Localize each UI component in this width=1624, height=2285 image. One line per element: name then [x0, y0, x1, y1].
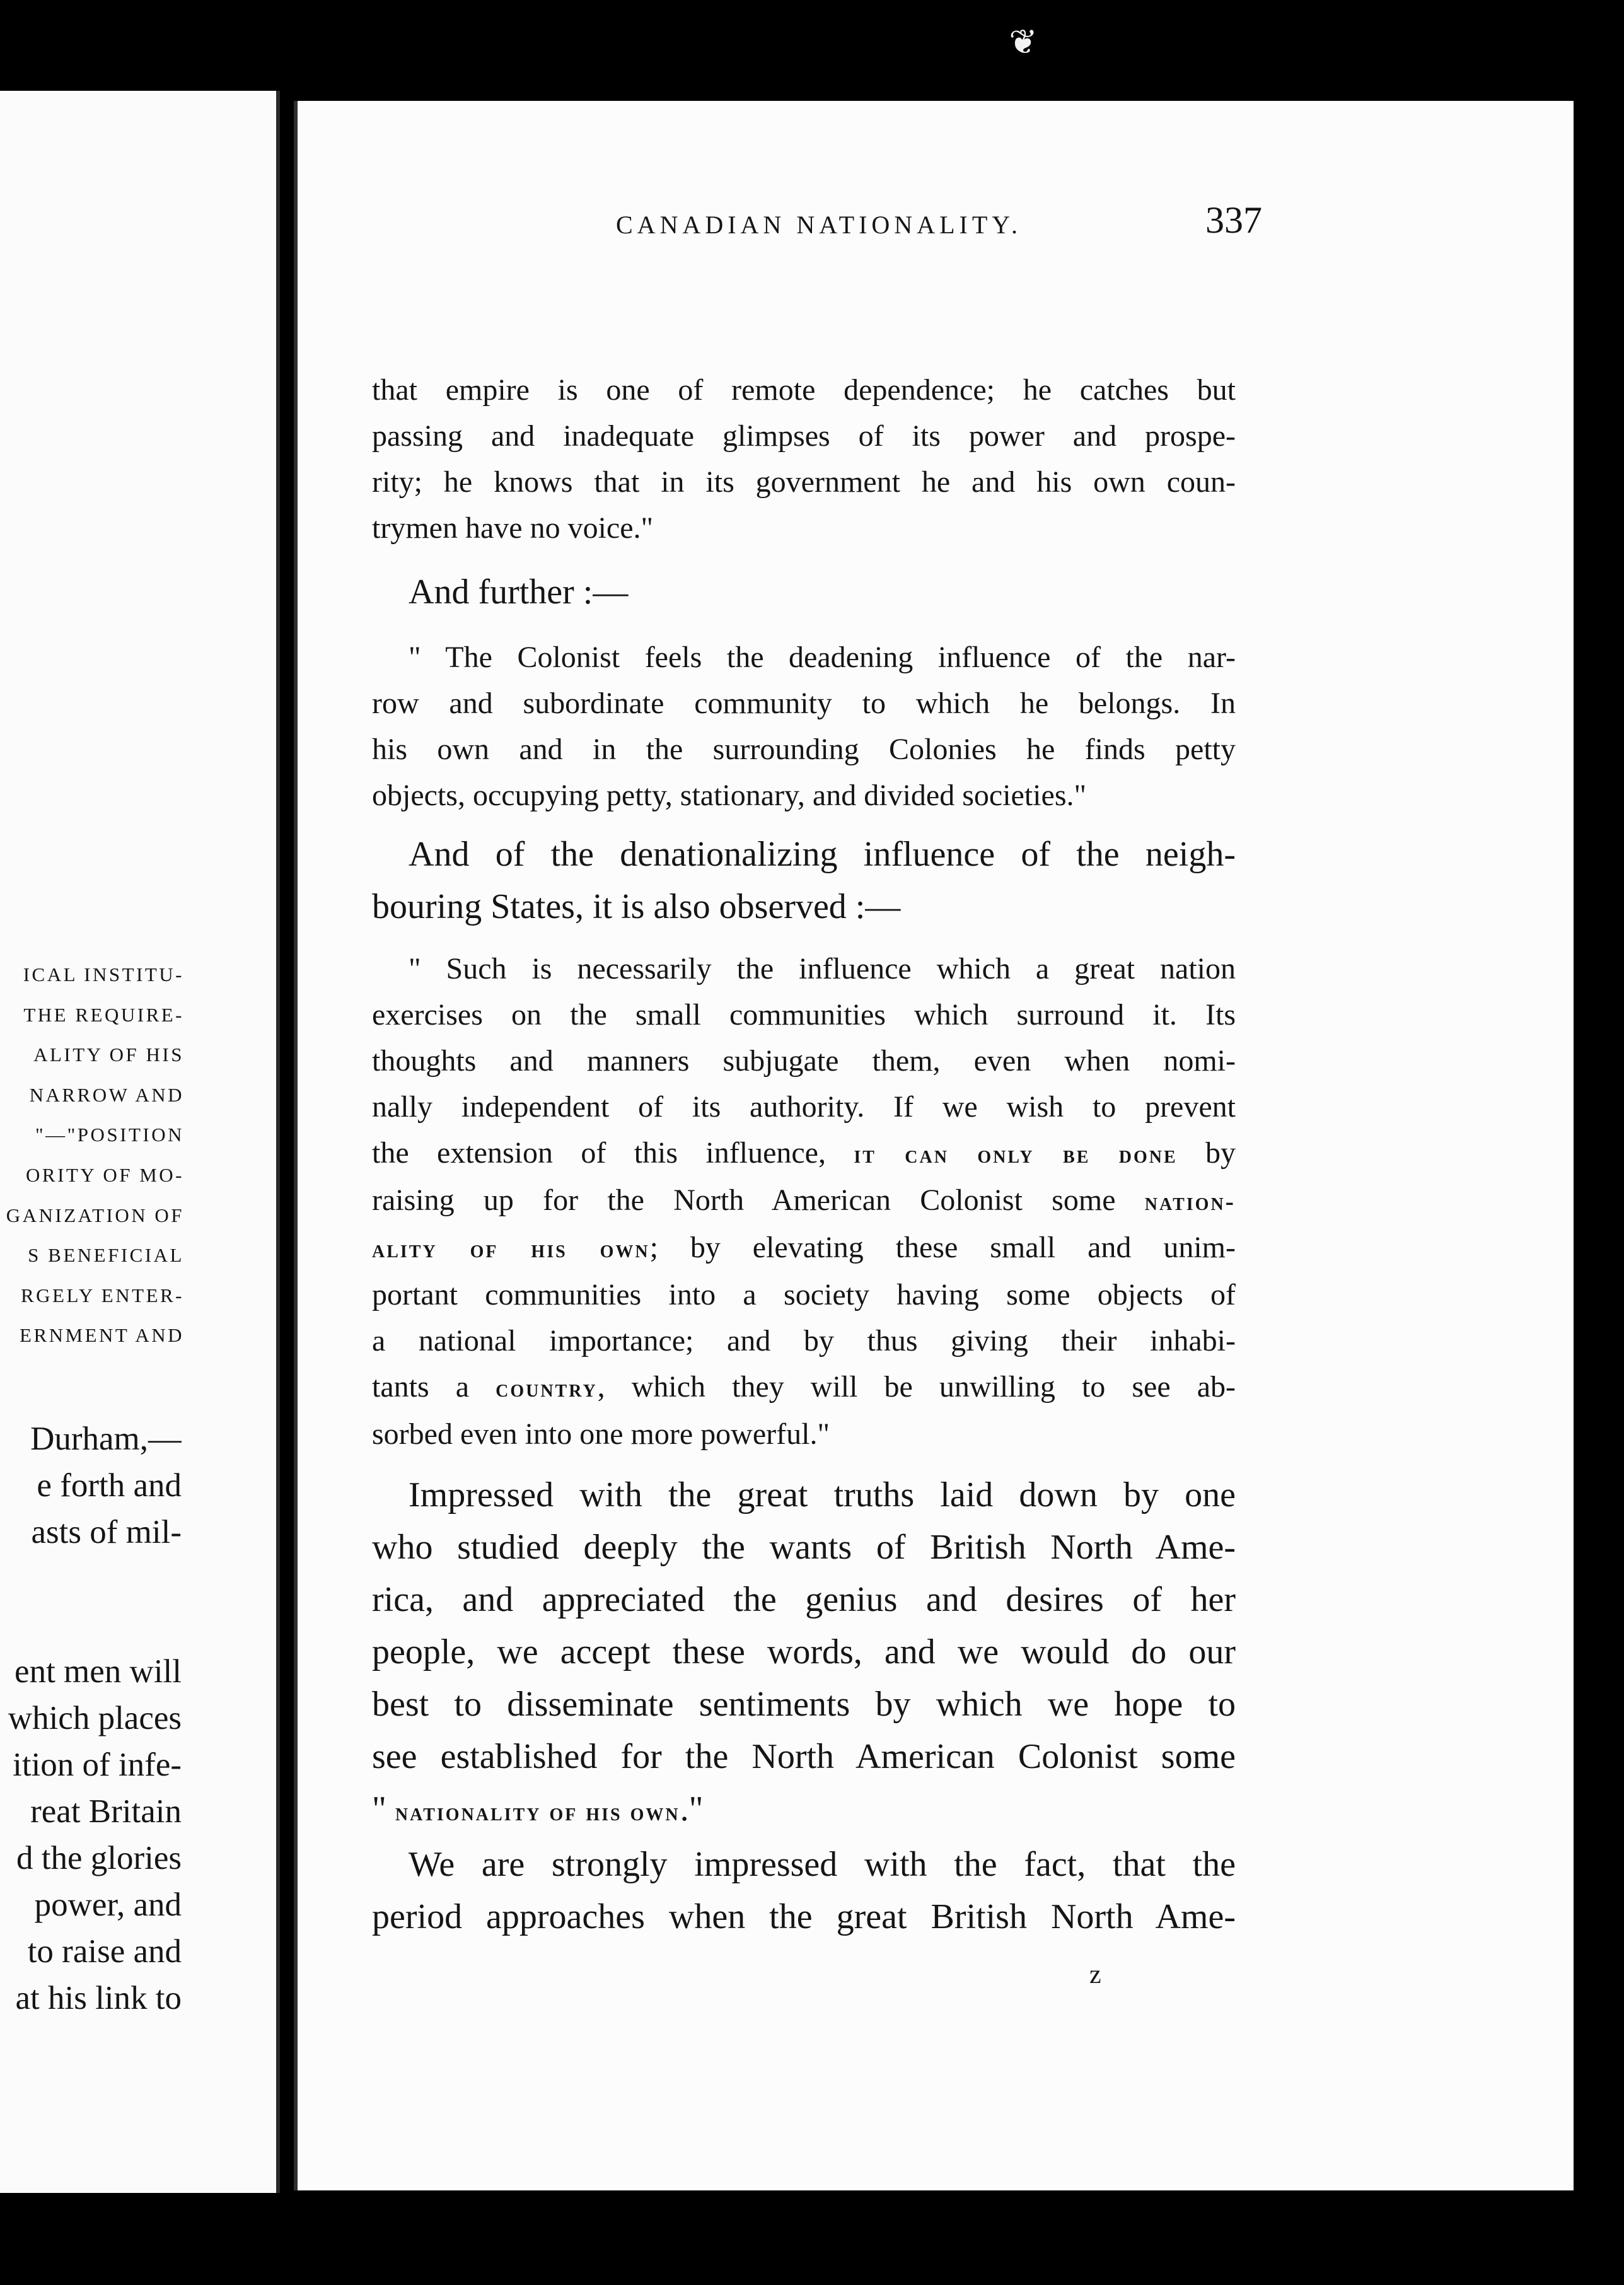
running-header — [323, 199, 1262, 249]
margin-note-line: "—"POSITION — [35, 1124, 184, 1146]
margin-note-line: GANIZATION OF — [6, 1204, 184, 1226]
quote-text: the extension of this influence, — [372, 1136, 826, 1170]
quote-line: row and subordinate community to which he belongs. In — [372, 687, 1236, 720]
margin-note-line: S BENEFICIAL — [28, 1244, 184, 1267]
and-further-line — [372, 566, 1236, 619]
left-margin-note — [0, 955, 184, 1356]
quote-block-1 — [372, 367, 1236, 551]
left-text-line: which places — [8, 1700, 182, 1736]
page-number: 337 — [1205, 199, 1262, 241]
left-page — [0, 91, 280, 2193]
quote-line — [372, 1364, 1236, 1411]
small-caps-emphasis: nation- — [1144, 1187, 1236, 1216]
body-line: And further :— — [409, 573, 629, 612]
quote-line: rity; he knows that in its government he and his own coun- — [372, 465, 1236, 499]
margin-note-line: RGELY ENTER- — [20, 1284, 184, 1306]
quote-line: trymen have no voice." — [372, 511, 654, 545]
small-caps-emphasis: it can only be done — [854, 1140, 1178, 1168]
left-text-line: to raise and — [27, 1933, 182, 1970]
quote-line: portant communities into a society having some objects of — [372, 1278, 1236, 1311]
margin-note-line: ERNMENT AND — [20, 1324, 184, 1347]
quote-line: that empire is one of remote dependence; he catches but — [372, 373, 1236, 407]
quote-line: " Such is necessarily the influence which a great nation — [409, 952, 1236, 986]
left-text-line: d the glories — [16, 1840, 182, 1876]
body-line: bouring States, it is also observed :— — [372, 887, 901, 926]
left-text-block-1 — [0, 1416, 182, 1555]
left-text-line: power, and — [34, 1887, 182, 1923]
margin-note-line: ICAL INSTITU- — [23, 963, 184, 986]
quote-line: thoughts and manners subjugate them, even when nomi- — [372, 1044, 1236, 1078]
small-caps-emphasis: country — [496, 1374, 598, 1402]
small-caps-emphasis: ality of his own — [372, 1235, 650, 1263]
quote-block-2 — [372, 634, 1236, 818]
body-line: see established for the North American Colonist some — [372, 1737, 1236, 1776]
quote-line: nally independent of its authority. If we wish to prevent — [372, 1090, 1236, 1124]
body-line: Impressed with the great truths laid down by one — [409, 1475, 1236, 1515]
quote-line: objects, occupying petty, stationary, and divided societies." — [372, 779, 1087, 812]
margin-note-line: NARROW AND — [29, 1083, 184, 1106]
body-line: people, we accept these words, and we would do our — [372, 1632, 1236, 1672]
small-caps-emphasis: nationality of his own — [395, 1798, 680, 1826]
quote-line — [372, 1130, 1236, 1177]
body-line: best to disseminate sentiments by which we hope to — [372, 1685, 1236, 1724]
quote-block-3 — [372, 946, 1236, 1457]
left-text-line: Durham,— — [30, 1421, 182, 1457]
body-text: " — [372, 1789, 386, 1829]
paragraph-1 — [372, 829, 1236, 933]
signature-mark: z — [1089, 1960, 1101, 1989]
paragraph-2 — [372, 1469, 1236, 1838]
body-line — [372, 1783, 1236, 1838]
body-line: We are strongly impressed with the fact, that the — [409, 1845, 1236, 1884]
left-text-line: at his link to — [15, 1980, 182, 2016]
body-line: period approaches when the great British North Ame- — [372, 1897, 1236, 1936]
left-text-line: reat Britain — [30, 1793, 182, 1830]
margin-note-line: ALITY OF HIS — [33, 1044, 184, 1066]
quote-line: sorbed even into one more powerful." — [372, 1417, 830, 1451]
quote-line: exercises on the small communities which surround it. Its — [372, 998, 1236, 1032]
quote-text: raising up for the North American Colonist some — [372, 1183, 1116, 1217]
left-text-line: ition of infe- — [13, 1747, 182, 1783]
quote-text: tants a — [372, 1370, 470, 1404]
body-line: who studied deeply the wants of British North Ame- — [372, 1528, 1236, 1567]
quote-line: a national importance; and by thus giving their inhabi- — [372, 1324, 1236, 1358]
body-line: And of the denationalizing influence of the neigh- — [409, 835, 1236, 874]
quote-line — [372, 1224, 1236, 1272]
margin-note-line: THE REQUIRE- — [23, 1003, 184, 1026]
paragraph-3 — [372, 1839, 1236, 1943]
body-text: ." — [680, 1789, 704, 1829]
left-text-line: e forth and — [37, 1467, 182, 1504]
left-text-line: asts of mil- — [31, 1514, 182, 1550]
quote-line — [372, 1177, 1236, 1224]
quote-line: passing and inadequate glimpses of its power and prospe- — [372, 419, 1236, 453]
margin-note-line: ORITY OF MO- — [26, 1163, 184, 1186]
running-head-title: CANADIAN NATIONALITY. — [616, 211, 1022, 239]
quote-text: , which they will be unwilling to see ab- — [597, 1370, 1236, 1404]
quote-text: ; by elevating these small and unim- — [649, 1231, 1236, 1264]
scan-ornament-mark: ❦ — [1009, 23, 1038, 61]
quote-line: his own and in the surrounding Colonies he finds petty — [372, 733, 1236, 766]
quote-text: by — [1205, 1136, 1236, 1170]
left-text-block-2 — [0, 1648, 182, 2021]
body-line: rica, and appreciated the genius and desires of her — [372, 1580, 1236, 1619]
left-text-line: ent men will — [14, 1653, 182, 1690]
quote-line: " The Colonist feels the deadening influence of the nar- — [409, 641, 1236, 674]
